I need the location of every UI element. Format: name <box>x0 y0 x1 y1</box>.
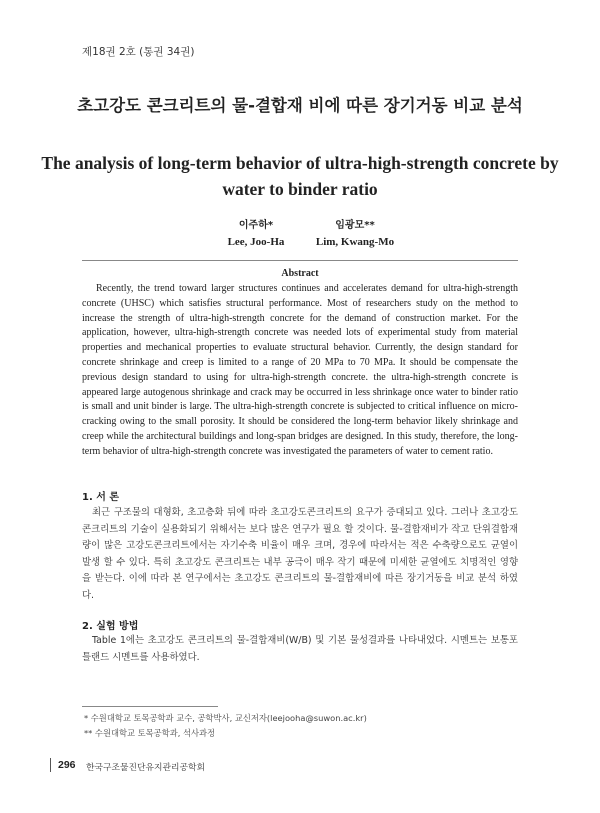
divider-line <box>82 260 518 261</box>
author-1-english-name: Lee, Joo-Ha <box>227 236 285 248</box>
page-number: 296 <box>58 759 76 771</box>
footnote-1: * 수원대학교 토목공학과 교수, 공학박사, 교신저자(leejooha@suwon.ac.kr) <box>84 713 367 723</box>
abstract-heading: Abstract <box>281 268 319 279</box>
author-1-korean-name: 이주하* <box>238 220 274 231</box>
section-2-heading: 2. 실험 방법 <box>82 621 139 632</box>
footnote-2: ** 수원대학교 토목공학과, 석사과정 <box>84 728 216 738</box>
volume-issue-header: 제18권 2호 (통권 34권) <box>82 46 195 58</box>
section-2-text: Table 1에는 초고강도 콘크리트의 물-결합재비(W/B) 및 기본 물성결과를 나타내었다. 시멘트는 보통포틀랜드 시멘트를 사용하였다. <box>82 635 518 663</box>
abstract-text: Recently, the trend toward larger structures continues and accelerates demand for ultra-high-strength concrete (UHSC) which satisfies structural performance. Most of researchers study on the method to increase the strength of ultra-high-strength concrete for the demand of construction market. For the application, however, ultra-high-strength concrete was needed lots of experimental study from material properties and mechanical properties to evaluate structural behavior. Currently, the design standard for concrete shrinkage and creep is limited to a range of 20 MPa to 70 MPa. It should be compensate the previous design standard to using for ultra-high-strength concrete. the ultra-high-strength concrete is appeared large autogenous shrinkage and crack may be occurred in less shrinkage once water to binder ratio is small and unit binder is large. The ultra-high-strength concrete is subjected to critical influence on micro-cracking owing to the small porosity. It should be considered the long-term behavior likely shrinkage and creep while the architectural buildings and long-span bridges are designed. In this study, therefore, the long-term behavior of ultra-high-strength concrete was investigated the parameters of water to cement ratio. <box>82 283 518 457</box>
section-1-heading: 1. 서 론 <box>82 492 120 503</box>
footer-bar <box>50 758 51 772</box>
footnote-divider <box>82 706 218 707</box>
author-2 <box>300 216 410 248</box>
section-1-text: 최근 구조물의 대형화, 초고층화 뒤에 따라 초고강도콘크리트의 요구가 증대되고 있다. 그러나 초고강도 콘크리트의 기술이 실용화되기 위해서는 보다 많은 연구가 필요 할 것이다. 물-결합재비가 작고 단위결합재량이 많은 고강도콘크리트에서는 자기수축 비율이 매우 크며, 경우에 따라서는 적은 수축량으로도 균열이 발생 할 수 있다. 특히 초고강도 콘크리트는 내부 공극이 매우 작기 때문에 미세한 균열에도 치명적인 영향을 받는다. 이에 따라 본 연구에서는 초고강도 콘크리트의 물-결합재비에 따른 장기거동을 비교 분석 하였다. <box>82 507 518 601</box>
author-2-english-name: Lim, Kwang-Mo <box>315 236 395 248</box>
journal-name: 한국구조물진단유지관리공학회 <box>86 763 205 773</box>
author-1 <box>204 216 308 248</box>
author-2-korean-name: 임광모** <box>335 220 375 231</box>
korean-title: 초고강도 콘크리트의 물-결합재 비에 따른 장기거동 비교 분석 <box>77 96 523 115</box>
english-title: The analysis of long-term behavior of ultra-high-strength concrete by water to binder ratio <box>41 153 559 199</box>
